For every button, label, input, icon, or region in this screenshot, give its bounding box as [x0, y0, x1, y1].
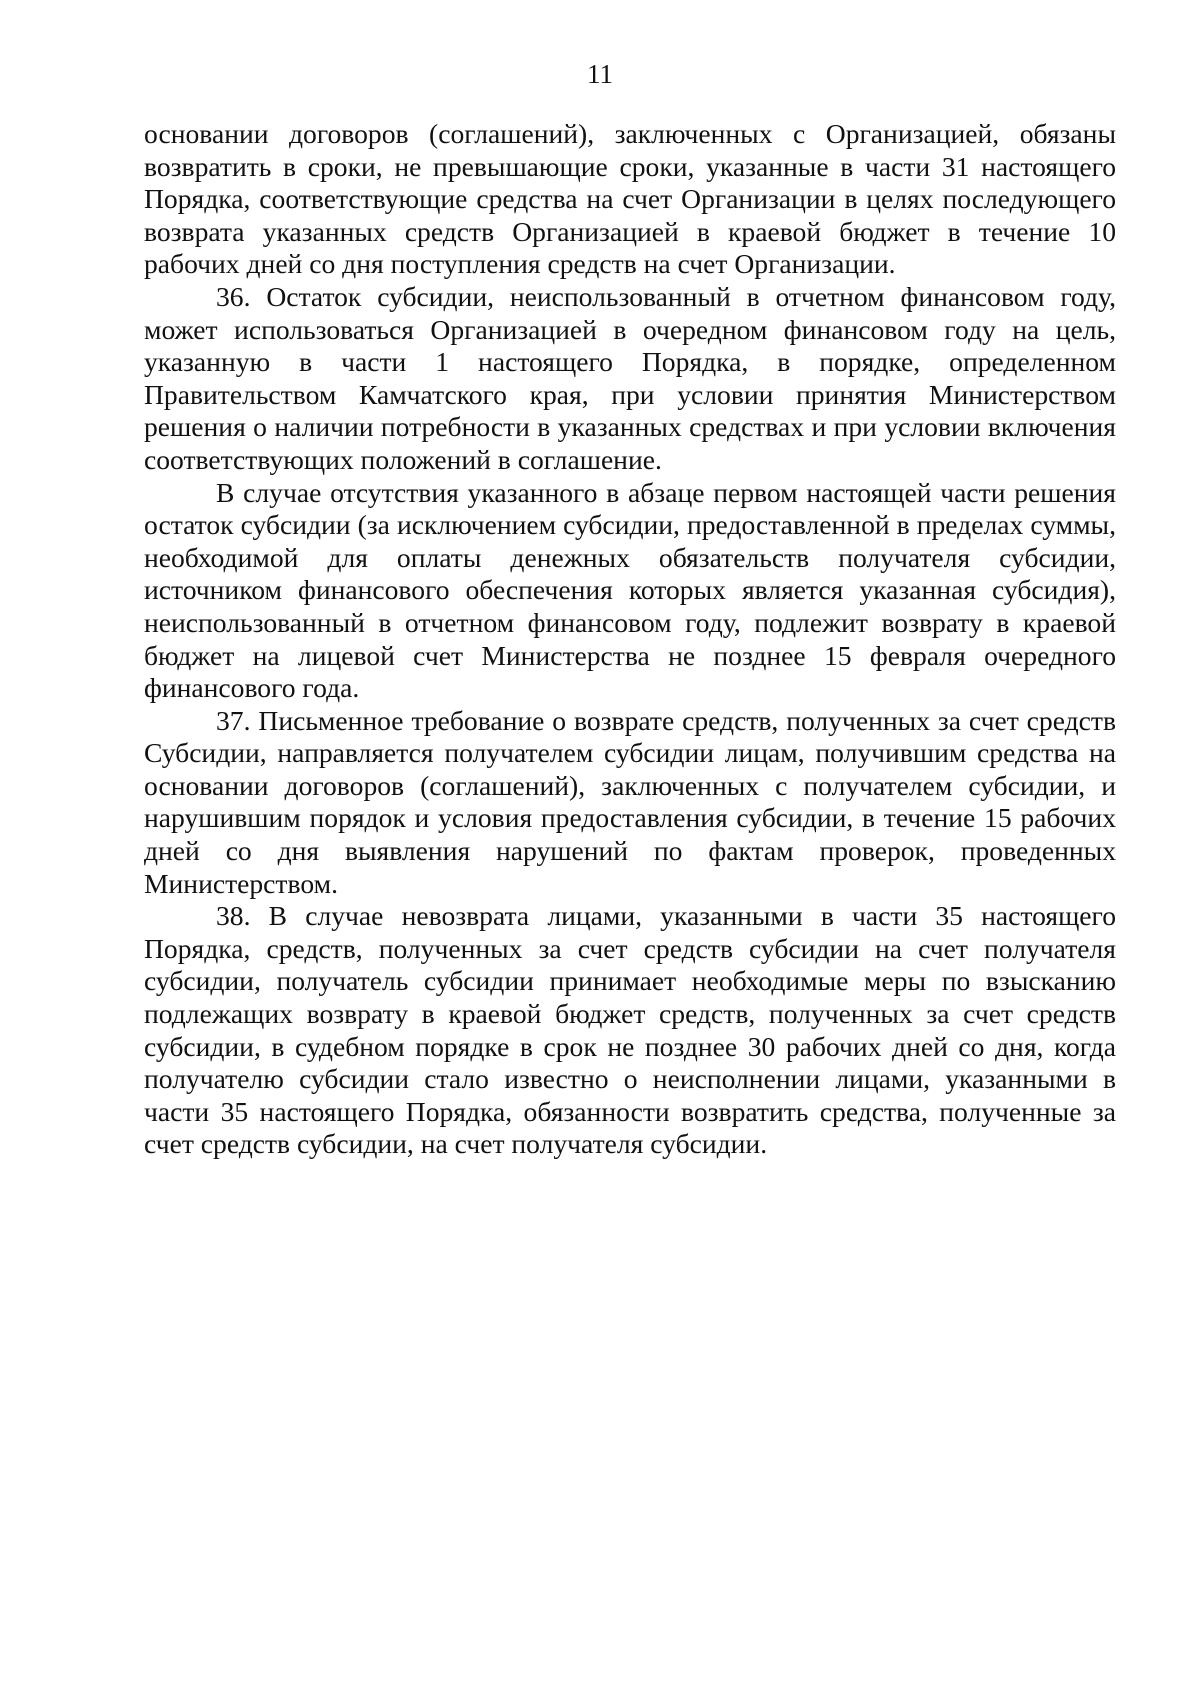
paragraph-continuation: основании договоров (соглашений), заключенных с Организацией, обязаны возвратить в сроки, не превышающие сроки, указанные в части 31 настоящего Порядка, соответствующие средства на счет Организации в целях последующего возврата указанных средств Организацией в краевой бюджет в течение 10 рабочих дней со дня поступления средств на счет Организации.: [144, 118, 1116, 280]
paragraph-item-37: 37. Письменное требование о возврате средств, полученных за счет средств Субсидии, направляется получателем субсидии лицам, получившим средства на основании договоров (соглашений), заключенных с получателем субсидии, и нарушившим порядок и условия предоставления субсидии, в течение 15 рабочих дней со дня выявления нарушений по фактам проверок, проведенных Министерством.: [144, 704, 1116, 899]
paragraph-item-38: 38. В случае невозврата лицами, указанными в части 35 настоящего Порядка, средств, полученных за счет средств субсидии на счет получателя субсидии, получатель субсидии принимает необходимые меры по взысканию подлежащих возврату в краевой бюджет средств, полученных за счет средств субсидии, в судебном порядке в срок не позднее 30 рабочих дней со дня, когда получателю субсидии стало известно о неисполнении лицами, указанными в части 35 настоящего Порядка, обязанности возвратить средства, полученные за счет средств субсидии, на счет получателя субсидии.: [144, 900, 1116, 1160]
document-body: [144, 118, 1116, 1161]
page-number: 11: [587, 59, 613, 89]
paragraph-item-36: 36. Остаток субсидии, неиспользованный в отчетном финансовом году, может использоваться Организацией в очередном финансовом году на цель, указанную в части 1 настоящего Порядка, в порядке, определенном Правительством Камчатского края, при условии принятия Министерством решения о наличии потребности в указанных средствах и при условии включения соответствующих положений в соглашение.: [144, 280, 1116, 475]
paragraph-item-36-second: В случае отсутствия указанного в абзаце первом настоящей части решения остаток субсидии (за исключением субсидии, предоставленной в пределах суммы, необходимой для оплаты денежных обязательств получателя субсидии, источником финансового обеспечения которых является указанная субсидия), неиспользованный в отчетном финансовом году, подлежит возврату в краевой бюджет на лицевой счет Министерства не позднее 15 февраля очередного финансового года.: [144, 476, 1116, 704]
